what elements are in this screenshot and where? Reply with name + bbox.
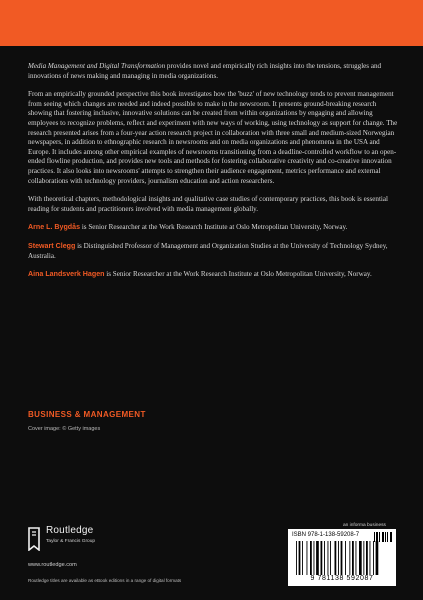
ebook-note: Routledge titles are available as eBook editions in a range of digital formats bbox=[28, 578, 182, 583]
publisher-logo bbox=[27, 523, 147, 555]
audience-paragraph: With theoretical chapters, methodological insights and qualitative case studies of contemporary practices, this book is essential reading for students and practitioners involved with media management globally. bbox=[28, 195, 389, 213]
book-title: Media Management and Digital Transformation bbox=[28, 62, 166, 70]
cover-image-credit: Cover image: © Getty images bbox=[28, 426, 101, 432]
author-name: Stewart Clegg bbox=[28, 241, 76, 250]
top-color-band bbox=[0, 0, 423, 46]
author-bio bbox=[28, 223, 398, 233]
intro-text: provides novel and empirically rich insights into the tensions, struggles and innovations of news making and managing in media organizations. bbox=[28, 62, 382, 80]
author-bio bbox=[28, 242, 398, 261]
routledge-logo-icon bbox=[27, 525, 41, 551]
publisher-subtitle: Taylor & Francis Group bbox=[46, 539, 96, 544]
author-name: Aina Landsverk Hagen bbox=[28, 270, 105, 279]
subject-category: BUSINESS & MANAGEMENT bbox=[28, 410, 146, 419]
informa-tagline: an informa business bbox=[343, 523, 386, 528]
barcode-digits: 9 781138 592087 bbox=[288, 575, 396, 582]
publisher-website[interactable]: www.routledge.com bbox=[28, 562, 77, 568]
isbn-barcode bbox=[288, 529, 396, 586]
author-bio-text: is Distinguished Professor of Management and Organization Studies at the University of Technology Sydney, Australia. bbox=[28, 241, 388, 260]
author-bio bbox=[28, 270, 398, 280]
intro-paragraph bbox=[28, 62, 398, 81]
barcode-bars bbox=[294, 541, 390, 579]
publisher-name: Routledge bbox=[46, 525, 94, 536]
author-bio-text: is Senior Researcher at the Work Research Institute at Oslo Metropolitan University, Norway. bbox=[104, 270, 372, 279]
isbn-number: ISBN 978-1-138-59208-7 bbox=[292, 532, 360, 538]
author-name: Arne L. Bygdås bbox=[28, 223, 81, 232]
back-cover-blurb bbox=[28, 62, 398, 289]
description-paragraph: From an empirically grounded perspective this book investigates how the 'buzz' of new technology tends to prevent management from seeing which changes are needed and indeed possible to make in the newsroom. It presents ground-breaking research showing that fostering inclusive, innovative solutions can be created from within organizations by engaging and allowing employees to recognize problems, reflect and experiment with new ways of working, using technology as support for change. The research presented arises from a four-year action research project in collaboration with three small and medium-sized Norwegian newspapers, in addition to ethnographic research in newsrooms and on media organizations and phenomena in the USA and Europe. It includes among other empirical examples of newsrooms transitioning from a deadline-controlled workflow to an open-ended flowline production, and provides new tools and methods for fostering collaborative creativity and co-creative innovation practices. It also looks into newsrooms' attempts to strengthen their audience engagement, metrics performance and external collaborations with technology providers, journalism education and action researchers. bbox=[28, 90, 398, 185]
author-bio-text: is Senior Researcher at the Work Research Institute at Oslo Metropolitan University, Norway. bbox=[80, 223, 348, 232]
